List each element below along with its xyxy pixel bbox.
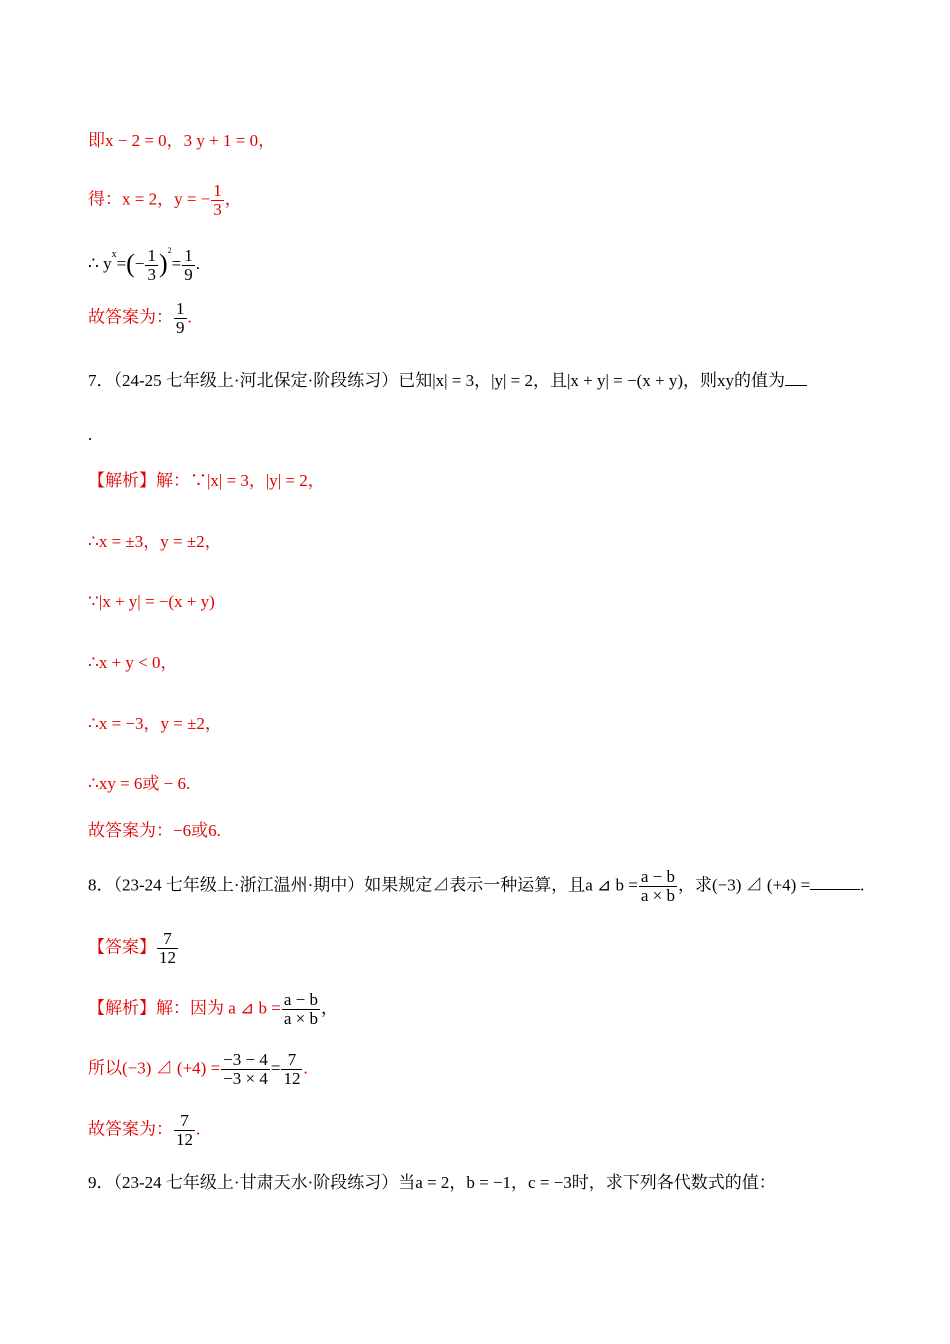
numerator: a − b [283,990,319,1009]
fraction [174,300,187,337]
text: 故答案为： [88,307,173,327]
numerator: 7 [281,1051,302,1070]
fraction [174,1112,195,1149]
text: ， [321,998,339,1018]
exponent: 2 [167,246,172,255]
solution-line-3 [88,240,200,283]
answer-blank [810,889,860,890]
text: 故答案为： [88,1119,173,1139]
denominator: 3 [147,264,156,284]
text: . [196,1119,201,1139]
fraction [639,868,677,905]
text: 即x − 2 = 0，3 y + 1 = 0， [88,131,276,150]
question-text: 8．（23-24 七年级上·浙江温州·期中）如果规定⊿表示一种运算，且a ⊿ b = [88,875,638,895]
solution-7-line-4 [88,652,178,674]
question-text: 7．（24-25 七年级上·河北保定·阶段练习）已知|x| = 3，|y| = 2，且|x + y| = −(x + y)，则xy的值为 [88,371,785,390]
fraction [281,1051,302,1088]
text: ∵|x + y| = −(x + y) [88,592,215,611]
paren-right: ) [158,249,168,278]
fraction [211,182,224,219]
text: ， [224,189,242,209]
text: 【解析】解：因为 a ⊿ b = [88,998,281,1018]
answer-blank [785,385,807,386]
question-7 [88,370,807,392]
solution-7-line-5 [88,713,222,735]
numerator: 1 [176,299,185,318]
numerator: 7 [157,930,178,949]
answer-label: 【答案】 [88,937,156,957]
answer-line-8 [88,1112,200,1149]
text: . [303,1058,308,1078]
text: 所以(−3) ⊿ (+4) = [88,1058,221,1078]
solution-8-line-2 [88,1051,308,1088]
denominator: 9 [176,317,185,337]
text: = [270,1058,281,1078]
denominator: 9 [184,264,193,284]
denominator: −3 × 4 [223,1068,268,1088]
question-text: 9．（23-24 七年级上·甘肃天水·阶段练习）当a = 2，b = −1，c = −3时，求下列各代数式的值： [88,1173,776,1192]
text: ，求(−3) ⊿ (+4) = [678,875,811,895]
question-9 [88,1172,776,1194]
paren-left: ( [126,249,135,278]
numerator: a − b [640,867,675,886]
text: . [860,875,865,895]
solution-7-line-1 [88,470,325,492]
denominator: 12 [176,1129,193,1149]
analysis-label: 【解析】解： [88,471,190,490]
solution-line-2 [88,182,242,219]
text: . [187,307,192,327]
text: 得：x = 2，y = − [88,189,211,209]
text: ∵|x| = 3，|y| = 2， [190,471,325,490]
text: 故答案为：−6或6. [88,821,221,840]
text: ∴x + y < 0， [88,653,178,672]
solution-8-line-1 [88,991,338,1028]
fraction [157,930,178,967]
denominator: 3 [213,199,222,219]
text: ∴x = −3，y = ±2， [88,714,222,733]
text: = [116,254,127,273]
numerator: 1 [213,181,222,200]
denominator: a × b [640,885,675,905]
text: . [195,254,200,273]
question-8 [88,868,864,905]
numerator: 1 [147,245,156,265]
text: ∴xy = 6或 − 6. [88,774,191,793]
text: − [134,254,145,273]
fraction [282,991,320,1028]
answer-line-7 [88,820,221,842]
answer-line-6 [88,300,192,337]
text: ∴x = ±3，y = ±2， [88,532,222,551]
solution-8-answer [88,930,179,967]
solution-7-line-3 [88,591,215,613]
fraction [182,247,195,284]
fraction [221,1051,270,1088]
exponent: x [111,249,117,260]
numerator: −3 − 4 [223,1050,268,1069]
text: = [171,254,182,273]
solution-line-1 [88,130,275,152]
denominator: 12 [283,1068,301,1088]
text: . [88,425,93,444]
denominator: 12 [159,947,176,967]
solution-7-line-2 [88,531,222,553]
text: ∴ y [88,254,112,273]
numerator: 1 [184,245,193,265]
question-7-end [88,424,92,446]
denominator: a × b [283,1008,319,1028]
numerator: 7 [174,1112,195,1131]
fraction [145,247,158,284]
solution-7-line-6 [88,773,190,795]
